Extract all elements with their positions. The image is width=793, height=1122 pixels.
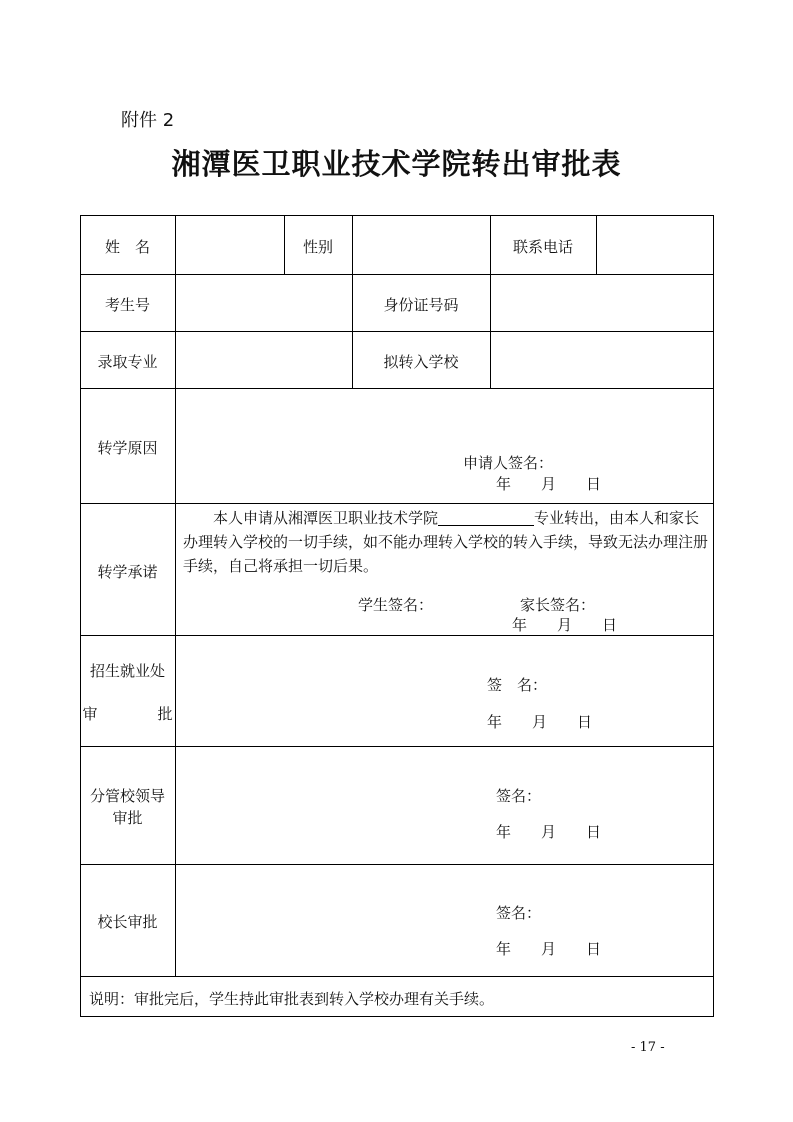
row-divider xyxy=(80,976,714,977)
form-note: 说明：审批完后，学生持此审批表到转入学校办理有关手续。 xyxy=(89,990,495,1008)
admission-approval-label: 审批 xyxy=(82,705,173,723)
major-blank xyxy=(438,510,534,526)
column-divider xyxy=(175,215,176,976)
attachment-label: 附件 2 xyxy=(121,110,175,131)
vice-principal-date: 年 月 日 xyxy=(496,823,602,841)
phone-label: 联系电话 xyxy=(512,238,573,256)
id-number-label: 身份证号码 xyxy=(383,296,459,314)
admission-date: 年 月 日 xyxy=(487,713,593,731)
pledge-text-part1: 本人申请从湘潭医卫职业技术学院 xyxy=(213,509,439,527)
admission-office-label: 招生就业处 xyxy=(89,662,165,680)
principal-approval-label: 校长审批 xyxy=(97,913,158,931)
gender-label: 性别 xyxy=(302,238,333,256)
vice-principal-approval-label: 审批 xyxy=(112,809,143,827)
pledge-date: 年 月 日 xyxy=(512,616,618,634)
form-title: 湘潭医卫职业技术学院转出审批表 xyxy=(171,147,622,181)
transfer-reason-label: 转学原因 xyxy=(97,439,158,457)
pledge-text xyxy=(183,506,708,578)
principal-date: 年 月 日 xyxy=(496,940,602,958)
column-divider xyxy=(596,215,597,274)
vice-principal-label: 分管校领导 xyxy=(89,787,165,805)
page-number: - 17 - xyxy=(631,1040,665,1055)
student-signature-label: 学生签名： xyxy=(358,596,434,614)
admitted-major-label: 录取专业 xyxy=(97,353,158,371)
applicant-signature-label: 申请人签名： xyxy=(463,454,554,472)
applicant-date: 年 月 日 xyxy=(496,475,602,493)
principal-signature-label: 签名： xyxy=(496,904,542,922)
admission-signature-label: 签 名： xyxy=(487,676,548,694)
target-school-label: 拟转入学校 xyxy=(383,353,459,371)
name-label: 姓 名 xyxy=(104,238,150,256)
exam-number-label: 考生号 xyxy=(104,296,150,314)
parent-signature-label: 家长签名： xyxy=(520,596,596,614)
transfer-pledge-label: 转学承诺 xyxy=(97,563,158,581)
pledge-text-part2: 专业转出，由本人和家长办理转入学校的一切手续，如不能办理转入学校的转入手续，导致无法办理注册手续，自己将承担一切后果。 xyxy=(183,509,709,575)
vice-principal-signature-label: 签名： xyxy=(496,787,542,805)
